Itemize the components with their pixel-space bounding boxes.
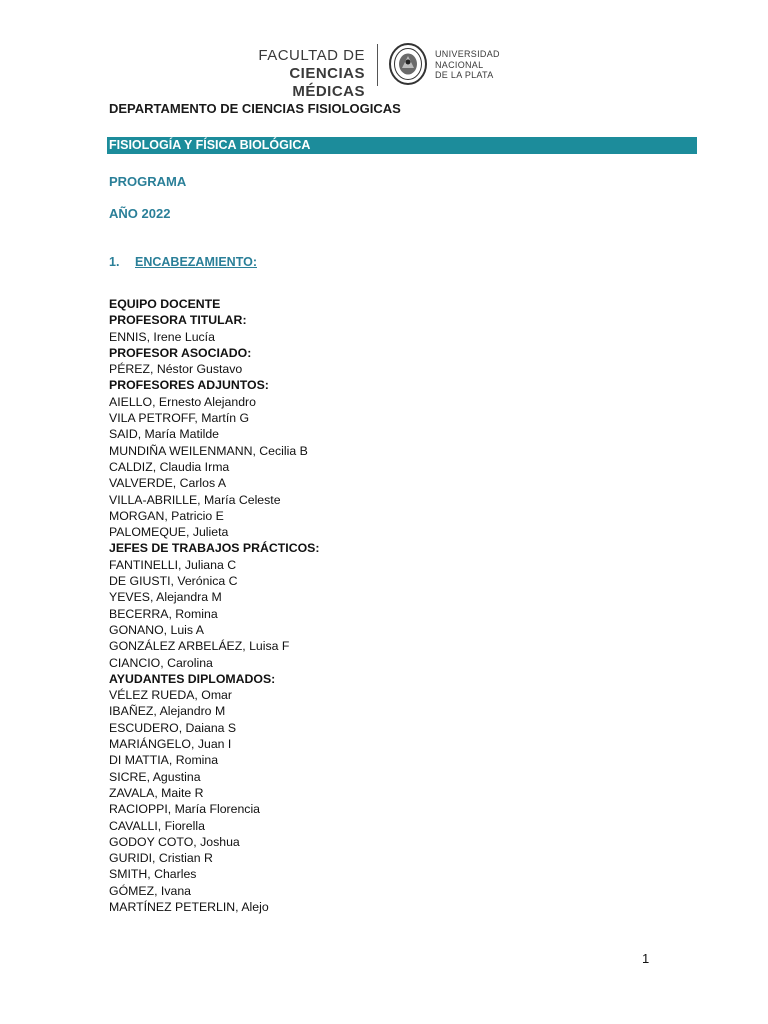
- staff-member-name: MUNDIÑA WEILENMANN, Cecilia B: [109, 443, 308, 458]
- faculty-name: [220, 47, 365, 101]
- faculty-name-line-1: FACULTAD DE: [258, 47, 365, 64]
- staff-member-name: DI MATTIA, Romina: [109, 753, 219, 768]
- university-name: [435, 49, 500, 81]
- staff-role-heading: JEFES DE TRABAJOS PRÁCTICOS:: [109, 541, 320, 556]
- staff-member-name: YEVES, Alejandra M: [109, 590, 222, 605]
- staff-member-name: GURIDI, Cristian R: [109, 851, 213, 866]
- university-name-line-2: NACIONAL: [435, 59, 484, 70]
- staff-member-name: RACIOPPI, María Florencia: [109, 802, 261, 817]
- staff-role-heading: AYUDANTES DIPLOMADOS:: [109, 671, 276, 686]
- staff-member-name: CIANCIO, Carolina: [109, 655, 213, 670]
- staff-role-heading: PROFESORA TITULAR:: [109, 313, 247, 328]
- program-heading: PROGRAMA: [109, 174, 187, 189]
- staff-role-heading: PROFESORES ADJUNTOS:: [109, 378, 269, 393]
- staff-member-name: VALVERDE, Carlos A: [109, 476, 227, 491]
- staff-member-name: VILLA-ABRILLE, María Celeste: [109, 492, 281, 507]
- staff-member-name: PÉREZ, Néstor Gustavo: [109, 362, 243, 377]
- staff-member-name: ESCUDERO, Daiana S: [109, 720, 237, 735]
- university-name-line-3: DE LA PLATA: [435, 70, 494, 80]
- staff-member-name: GONZÁLEZ ARBELÁEZ, Luisa F: [109, 639, 290, 654]
- staff-member-name: VÉLEZ RUEDA, Omar: [109, 688, 232, 703]
- course-title-band: [107, 137, 697, 154]
- logo-divider: [377, 44, 378, 86]
- staff-member-name: MARTÍNEZ PETERLIN, Alejo: [109, 899, 269, 914]
- staff-member-name: ENNIS, Irene Lucía: [109, 329, 215, 344]
- staff-role-heading: PROFESOR ASOCIADO:: [109, 345, 252, 360]
- staff-member-name: ZAVALA, Maite R: [109, 785, 204, 800]
- page-number: 1: [642, 951, 650, 966]
- department-title: DEPARTAMENTO DE CIENCIAS FISIOLOGICAS: [109, 101, 401, 116]
- section-1-title: ENCABEZAMIENTO:: [135, 255, 257, 269]
- staff-heading: EQUIPO DOCENTE: [109, 297, 221, 311]
- staff-member-name: PALOMEQUE, Julieta: [109, 525, 229, 540]
- staff-member-name: MORGAN, Patricio E: [109, 508, 224, 523]
- staff-member-name: GÓMEZ, Ivana: [109, 883, 192, 898]
- staff-member-name: CALDIZ, Claudia Irma: [109, 459, 230, 474]
- staff-member-name: SAID, María Matilde: [109, 427, 220, 442]
- staff-member-name: AIELLO, Ernesto Alejandro: [109, 394, 256, 409]
- staff-member-name: MARIÁNGELO, Juan I: [109, 737, 232, 752]
- staff-member-name: CAVALLI, Fiorella: [109, 818, 205, 833]
- year-heading: AÑO 2022: [109, 206, 171, 221]
- teaching-staff-list: [109, 296, 319, 915]
- staff-member-name: GODOY COTO, Joshua: [109, 834, 240, 849]
- staff-member-name: GONANO, Luis A: [109, 622, 204, 637]
- staff-member-name: BECERRA, Romina: [109, 606, 218, 621]
- faculty-name-line-2: CIENCIAS MÉDICAS: [289, 65, 365, 100]
- university-seal-icon: [388, 42, 428, 86]
- staff-member-name: SMITH, Charles: [109, 867, 197, 882]
- course-title: FISIOLOGÍA Y FÍSICA BIOLÓGICA: [109, 138, 311, 152]
- staff-member-name: DE GIUSTI, Verónica C: [109, 574, 238, 589]
- staff-member-name: FANTINELLI, Juliana C: [109, 557, 237, 572]
- section-1-heading: [109, 255, 257, 269]
- section-1-number: 1.: [109, 255, 120, 269]
- staff-member-name: SICRE, Agustina: [109, 769, 201, 784]
- university-name-line-1: UNIVERSIDAD: [435, 49, 500, 59]
- staff-member-name: VILA PETROFF, Martín G: [109, 411, 250, 426]
- staff-member-name: IBAÑEZ, Alejandro M: [109, 704, 226, 719]
